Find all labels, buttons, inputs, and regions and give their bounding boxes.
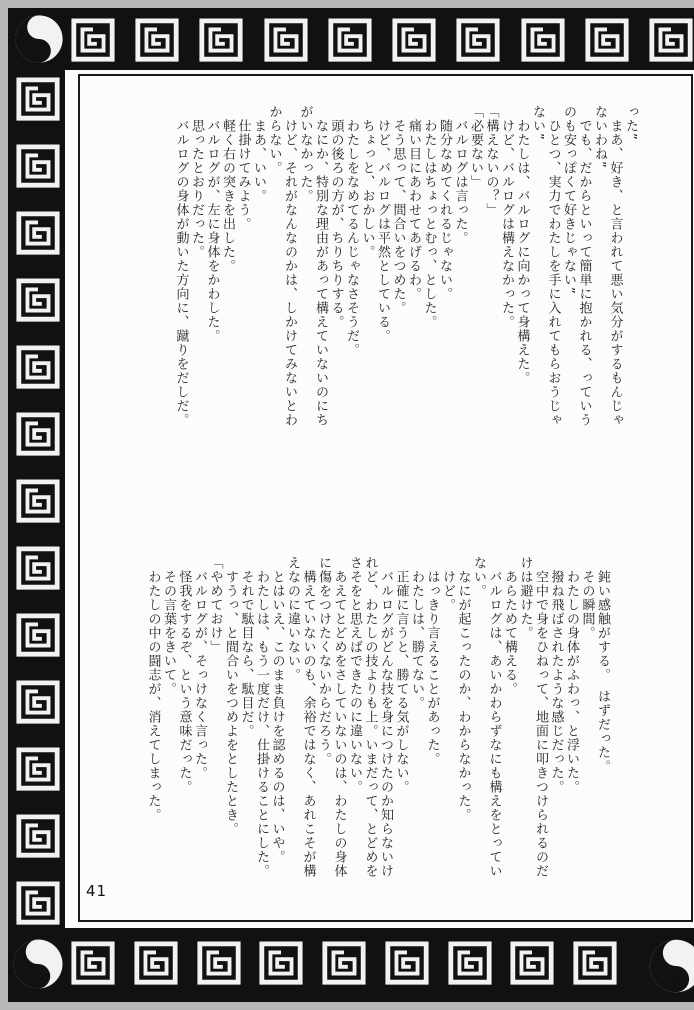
meander-tile-icon	[572, 940, 618, 986]
text-column: けど、バルログは構えなかった。	[499, 119, 514, 329]
meander-tile-icon	[509, 940, 555, 986]
text-column: 随分なめてくれるじゃない。	[437, 119, 452, 301]
text-column: なにが起こったのか、わからなかった。	[455, 570, 471, 822]
text-column: わたしは、バルログに向かって身構えた。	[514, 119, 530, 385]
text-column: 「必要ない」	[468, 105, 483, 189]
meander-tile-icon	[70, 17, 116, 63]
text-column: とはいえ、このまま負けを認めるのは、いや。	[269, 570, 285, 864]
meander-tile-icon	[327, 17, 373, 63]
text-column: 鈍い感触がする。 はずだった。	[595, 570, 610, 774]
text-column: 軽く右の突きを出した。	[220, 119, 235, 273]
text-column: ないわね”	[592, 105, 607, 169]
yinyang-icon	[10, 936, 66, 996]
meander-tile-icon	[15, 143, 61, 189]
meander-tile-icon	[198, 17, 244, 63]
text-column: でも、だからといって簡単に抱かれる、っていう	[576, 119, 592, 427]
text-column: ない”	[530, 105, 545, 141]
page-number: 41	[86, 882, 108, 900]
text-column: バルログが、そっけなく言った。	[192, 570, 207, 780]
text-column: けは避けた。	[517, 556, 533, 640]
text-column: わたしはちょっとむっ、とした。	[421, 119, 437, 329]
text-column: ない。	[471, 556, 486, 598]
book-page	[65, 70, 694, 928]
meander-tile-icon	[15, 545, 61, 591]
meander-tile-icon	[15, 76, 61, 122]
text-column: 頭の後ろの方が、ちりちりする。	[328, 119, 344, 329]
text-column: 空中で身をひねって、地面に叩きつけられるのだ	[533, 570, 548, 878]
text-column: わたしは、勝てない。	[409, 570, 424, 710]
text-column: なにか、特別な理由があって構えていないのにち	[313, 119, 328, 427]
text-column: けど。	[440, 570, 455, 612]
meander-tile-icon	[15, 813, 61, 859]
text-column: それで駄目なら、駄目だ。	[238, 570, 254, 738]
meander-tile-icon	[15, 612, 61, 658]
text-column: けど、それがなんなのかは、しかけてみないとわ	[282, 119, 297, 427]
meander-tile-icon	[15, 344, 61, 390]
text-column: 「構えないの？」	[483, 105, 499, 217]
yinyang-icon	[646, 936, 694, 1000]
meander-tile-icon	[15, 277, 61, 323]
text-column: 構えていないのも、余裕ではなく、あれこそが構	[300, 570, 316, 878]
text-column: わたしをなめてるんじゃなさそうだ。	[344, 119, 359, 357]
meander-tile-icon	[391, 17, 437, 63]
text-column: 正確に言うと、勝てる気がしない。	[393, 570, 409, 794]
text-column: バルログがどんな技を身につけたのか知らないけ	[378, 570, 393, 878]
text-column: バルログは言った。	[452, 119, 468, 245]
text-column: 痛い目にあわせてあげるわ。	[406, 119, 421, 301]
yinyang-icon	[12, 12, 66, 66]
text-column: 撥ね飛ばされたような感じだった。	[548, 570, 564, 794]
text-column: ちょっと、おかしい。	[359, 119, 375, 259]
text-column: がいなかった。	[297, 105, 313, 203]
meander-tile-icon	[15, 411, 61, 457]
text-column: バルログが、左に身体をかわした。	[204, 119, 220, 343]
text-column: あえてとどめをさしていないのは、わたしの身体	[331, 570, 347, 878]
meander-band-left	[13, 76, 63, 926]
meander-tile-icon	[258, 940, 304, 986]
text-column: まあ、いい。	[251, 119, 266, 203]
text-column: すうっ、と間合いをつめよをとしたとき。	[223, 570, 238, 836]
meander-tile-icon	[321, 940, 367, 986]
yinyang-icon	[10, 936, 66, 992]
meander-band-top	[70, 15, 694, 65]
meander-tile-icon	[648, 17, 694, 63]
text-column: そう思って、間合いをつめた。	[390, 119, 406, 315]
text-column: あらためて構える。	[502, 570, 517, 696]
meander-tile-icon	[15, 210, 61, 256]
text-column: に傷をつけたくないからだろう。	[316, 556, 331, 766]
text-block-lower	[145, 556, 610, 904]
meander-tile-icon	[15, 679, 61, 725]
text-block-upper	[173, 105, 638, 453]
text-column: バルログの身体が動いた方向に、蹴りをだしだ。	[173, 119, 189, 427]
meander-tile-icon	[584, 17, 630, 63]
yinyang-icon	[646, 936, 694, 996]
text-column: った”	[623, 105, 638, 141]
text-column: 思ったとおりだった。	[189, 119, 204, 259]
text-column: わたしの中の闘志が、消えてしまった。	[145, 570, 161, 822]
text-column: その瞬間。	[579, 570, 595, 640]
text-column: さそをと思えばできたのに違いない。	[347, 556, 362, 794]
text-column: けど、バルログは平然としている。	[375, 119, 390, 343]
meander-tile-icon	[520, 17, 566, 63]
decorative-border	[8, 8, 694, 1002]
text-column: えなのに違いない。	[285, 556, 300, 682]
meander-tile-icon	[384, 940, 430, 986]
text-column: まあ、好き、と言われて悪い気分がするもんじゃ	[607, 119, 623, 427]
text-column: 怪我をするぞ、という意味だった。	[176, 570, 192, 794]
text-column: 仕掛けてみよう。	[235, 119, 251, 231]
meander-tile-icon	[15, 746, 61, 792]
text-column: からない。	[266, 105, 282, 175]
meander-tile-icon	[196, 940, 242, 986]
text-column: ひとつ、実力でわたしを手に入れてもらおうじゃ	[545, 119, 561, 427]
meander-tile-icon	[263, 17, 309, 63]
text-column: のも安っぽくて好きじゃない”	[561, 105, 576, 295]
meander-tile-icon	[15, 880, 61, 926]
text-column: わたしの身体がふわっ、と浮いた。	[564, 570, 579, 794]
text-column: バルログは、あいかわらずなにも構えをとってい	[486, 570, 502, 878]
meander-tile-icon	[447, 940, 493, 986]
text-column: わたしは、もう一度だけ、仕掛けることにした。	[254, 570, 269, 878]
text-column: れど、わたしの技よりも上。いまだって、とどめを	[362, 556, 378, 878]
meander-tile-icon	[133, 940, 179, 986]
meander-tile-icon	[455, 17, 501, 63]
meander-tile-icon	[70, 940, 116, 986]
meander-tile-icon	[134, 17, 180, 63]
yinyang-icon	[12, 12, 66, 70]
meander-band-bottom	[70, 934, 618, 992]
text-column: 「やめておけ」	[207, 556, 223, 654]
text-column: その言葉をきいて。	[161, 570, 176, 696]
meander-tile-icon	[15, 478, 61, 524]
text-column: はっきり言えることがあった。	[424, 570, 440, 766]
